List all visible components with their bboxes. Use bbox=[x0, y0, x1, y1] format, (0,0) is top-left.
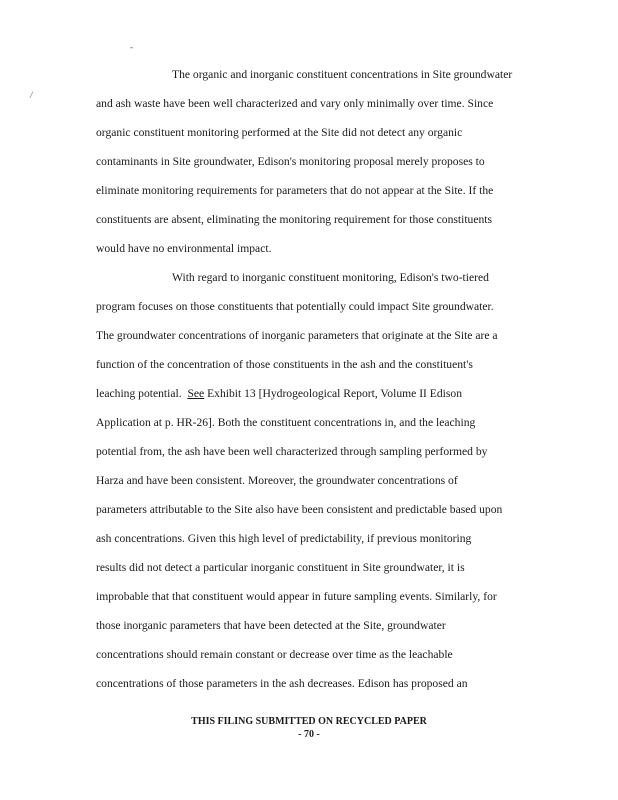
text-line: ash concentrations. Given this high level of predictability, if previous monitoring bbox=[96, 532, 472, 545]
text-segment: Exhibit 13 [Hydrogeological Report, Volume II Edison bbox=[207, 387, 463, 400]
citation-signal: See bbox=[187, 387, 205, 400]
stray-mark: - bbox=[130, 42, 133, 52]
text-line: concentrations should remain constant or decrease over time as the leachable bbox=[96, 648, 453, 661]
recycled-paper-notice: THIS FILING SUBMITTED ON RECYCLED PAPER bbox=[191, 716, 427, 727]
text-line: function of the concentration of those constituents in the ash and the constituent's bbox=[96, 358, 473, 371]
text-line: The organic and inorganic constituent concentrations in Site groundwater bbox=[172, 68, 513, 81]
text-line: and ash waste have been well characterized and vary only minimally over time. Since bbox=[96, 97, 494, 110]
text-line: program focuses on those constituents that potentially could impact Site groundwater. bbox=[96, 300, 494, 313]
text-line: parameters attributable to the Site also have been consistent and predictable based upon bbox=[96, 503, 503, 516]
text-line: With regard to inorganic constituent monitoring, Edison's two-tiered bbox=[172, 271, 489, 284]
text-line: concentrations of those parameters in the ash decreases. Edison has proposed an bbox=[96, 677, 468, 690]
text-line-with-citation bbox=[96, 387, 462, 401]
text-line: Application at p. HR-26]. Both the constituent concentrations in, and the leaching bbox=[96, 416, 476, 429]
stray-mark: / bbox=[30, 90, 33, 100]
text-line: organic constituent monitoring performed at the Site did not detect any organic bbox=[96, 126, 463, 139]
text-line: improbable that that constituent would appear in future sampling events. Similarly, for bbox=[96, 590, 497, 603]
text-line: The groundwater concentrations of inorganic parameters that originate at the Site are a bbox=[96, 329, 498, 342]
text-line: eliminate monitoring requirements for parameters that do not appear at the Site. If the bbox=[96, 184, 494, 197]
text-line: potential from, the ash have been well characterized through sampling performed by bbox=[96, 445, 488, 458]
text-line: those inorganic parameters that have been detected at the Site, groundwater bbox=[96, 619, 446, 632]
page-number: - 70 - bbox=[298, 729, 320, 740]
text-line: Harza and have been consistent. Moreover, the groundwater concentrations of bbox=[96, 474, 458, 487]
text-line: constituents are absent, eliminating the monitoring requirement for those constituents bbox=[96, 213, 493, 226]
text-line: results did not detect a particular inorganic constituent in Site groundwater, it is bbox=[96, 561, 465, 574]
text-segment: leaching potential. bbox=[96, 387, 182, 400]
text-line: contaminants in Site groundwater, Edison's monitoring proposal merely proposes to bbox=[96, 155, 485, 168]
text-line: would have no environmental impact. bbox=[96, 242, 272, 255]
